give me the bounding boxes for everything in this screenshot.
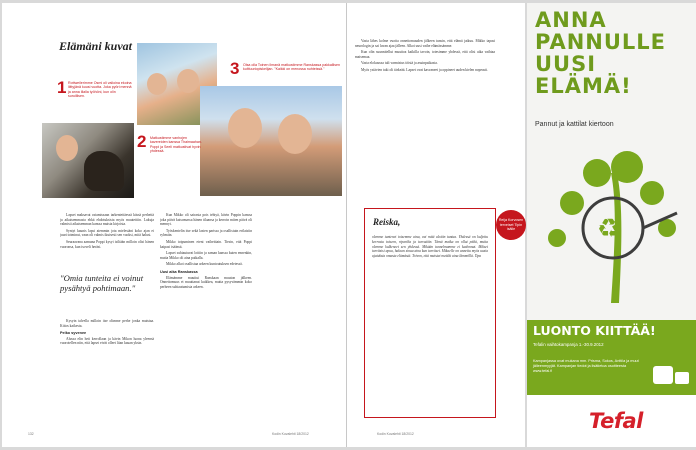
paragraph: Mikko alkoi osallistua arkeen kuntoutuksen edetessä. [166,262,243,267]
subheading: Pelko syvenee [60,331,87,336]
face-shape [228,108,262,148]
photo-caption: Olsa olla Toinen ilmanä matkustimme Ranskassa pakkallisen kulttuuriopiskelijan. "Kaikki on menossa nuhteissä." [243,63,341,72]
page-number: 132 [28,432,34,436]
paragraph: Elämämme muuttui Ranskaan muuton jälkeen. Onnettomuus ei muuttanut kaikkea, mutta pysyvämmin koko perheen suhtautumista arkeen. [160,275,252,289]
paragraph: Kun Mikko oli sairasta pois tehtyä, kävin Poppin kanssa joka päivä katsomassa hänen tilaansa ja kerroin miten päivä oli mennyt. [160,213,252,227]
paragraph: Mikko toipuminen eteni vaiheittain. Tiesin, että Poppi kaipasi isäänsä. [160,239,252,249]
ad-headline: ANNA PANNULLE UUSI ELÄMÄ! [535,8,667,98]
ad-subhead: Pannut ja kattilat kiertoon [535,121,614,128]
paragraph: Kysyin talvella milloin itse olimme perhe jonka muistaa. Kiitos kaikesta. [60,319,154,328]
ad-band-body: Kampanjassa ovat mukana mm. Prisma, Sokos, Anttila ja muut jälleenmyyjät. Kampanjan tiedot ja lisätietoa osoitteesta www.tefal.fi [533,359,639,373]
left-page [2,3,346,447]
photo-caption: Rottweilerimme Osmi oli valioina ekoina liittyjänä kuusi vuotta. Joka pyöri mennä ja anna illalla työhöni, kun olin suruillisen. [68,81,132,99]
letter-text: olemme tuntenet toisemme aina, vai mitä aloitin tuntua. Yhdessä on kuljettu kerrosta toiseen, riparilta ja turvattiin. Tämä matka on ollut pitkä, mutta olemme kulkeneet sen yhdessä. Mikään tunnelmamme ei kadonnut. Mikset tarvitsisi apua, halaan sinua aina kun tarvitset. Mikaelle on annettu myös uusia ajatuksia omasta elämästä. Toivon, että muistat meidät aina lämmöllä. Tipa [372,235,488,259]
subheading: Uusi aika Ranskassa [160,269,198,274]
tefal-advertisement [527,3,696,447]
article-column-1 [60,213,154,265]
caption-number: 3 [230,59,240,78]
leaf-shape [611,151,643,183]
caption-number: 2 [137,132,147,151]
face-shape [177,69,199,93]
face-shape [278,114,312,154]
paragraph: Seuraavana aamuna Poppi kysyi isiltään milloin olisi hänen vuoronsa, kun isoveli heräsi. [60,239,154,249]
page-footer: Kodin Kuvalehti 18/2012 [272,432,309,436]
ad-logo-area [527,395,696,447]
paragraph: Myös ystävien tuki oli tärkeää. Lapset ovat kasvaneet ja oppineet uuden kielen nopeasti. [361,67,488,72]
letter-title: Reiska, [373,217,401,227]
leaf-shape [583,159,611,187]
page-title: Elämäni kuvat [59,39,133,53]
dog-shape [84,151,124,191]
leaf-shape [640,181,664,205]
ad-campaign-band [527,320,696,395]
face-shape [56,135,78,161]
face-shape [147,73,167,95]
page-footer: Kodin Kuvalehti 18/2012 [377,432,414,436]
paragraph: Vasta lähes kolme vuotta onnettomuuden jälkeen tunsin, että elämä jatkuu. Mikko tapasi neurologin ja sai luvan ajaa jälleen. Alkoi uusi vaihe elämässämme. [355,39,495,48]
article-column-3 [355,39,495,204]
photo-caption: Matkustimme vanhojen kavereiden kanssa Thaimaahan. Poppi ja Seeli matkustivat hyvin yhdessä. [150,136,202,154]
article-column-1-tail [60,319,154,427]
caption-number: 1 [57,78,67,97]
paragraph: Työskentelin itse sekä lasten parissa ja osallistuin erilaisiin ryhmiin. [160,228,252,238]
leaf-shape [548,229,566,247]
letter-box [364,208,496,418]
letter-tag-badge [496,210,526,240]
article-column-2 [160,213,252,427]
pull-quote: "Omia tunteita ei voinut pysähtyä pohtimaan." [60,273,144,293]
photo-woman-with-dog [42,123,134,198]
paragraph: Vasta elokuussa tuli varmistus töistä ja asuinpaikasta. [361,61,438,66]
ad-band-subtitle: Tefalin vaihtokampanja 1.-30.9.2012 [533,342,604,347]
leaf-shape [560,191,584,215]
paragraph: Syntyi kaunis lapsi aiemmin jota mielestäni koko ajan ei juuri toiminut, vaan oli valmis ikuisesti sen vuoksi, mitä halusi. [60,228,154,238]
paragraph: Alussa elin heti kerrollaan ja kävin Mikon luona yleensä vuorotellen niin, että lapset eivät olleet liian kauan yksin. [60,336,154,346]
recycle-icon: ♻ [597,214,621,244]
paragraph: Kun olin suunnitellut muuttoa kaikilla tavoin, totesimme yhdessä, että olisi aika vaihtaa maisemaa. [355,50,495,59]
ad-band-title: LUONTO KIITTÄÄ! [533,323,656,338]
badge-label: Reija Korvosen terveiset Tipin isälle [498,218,524,232]
recycle-tree-illustration [527,133,696,313]
paragraph: Lapset suhtautuvat lottiin ja saman kanssa kuten ennenkin, mutta Mikko oli aina paikalla. [160,251,252,260]
paragraph: Lapset maksavat ostamissaan tarkentettäessä kässä perhettä ja aikaisemmasta ehkä ehdotuksista myös muutettiin. Lukuja valmisti aikaisemman kanssa muista kirjoista. [60,213,154,227]
photo-couple [200,86,342,196]
tefal-logo: Tefal [589,409,643,433]
kettle-icon [649,358,691,388]
